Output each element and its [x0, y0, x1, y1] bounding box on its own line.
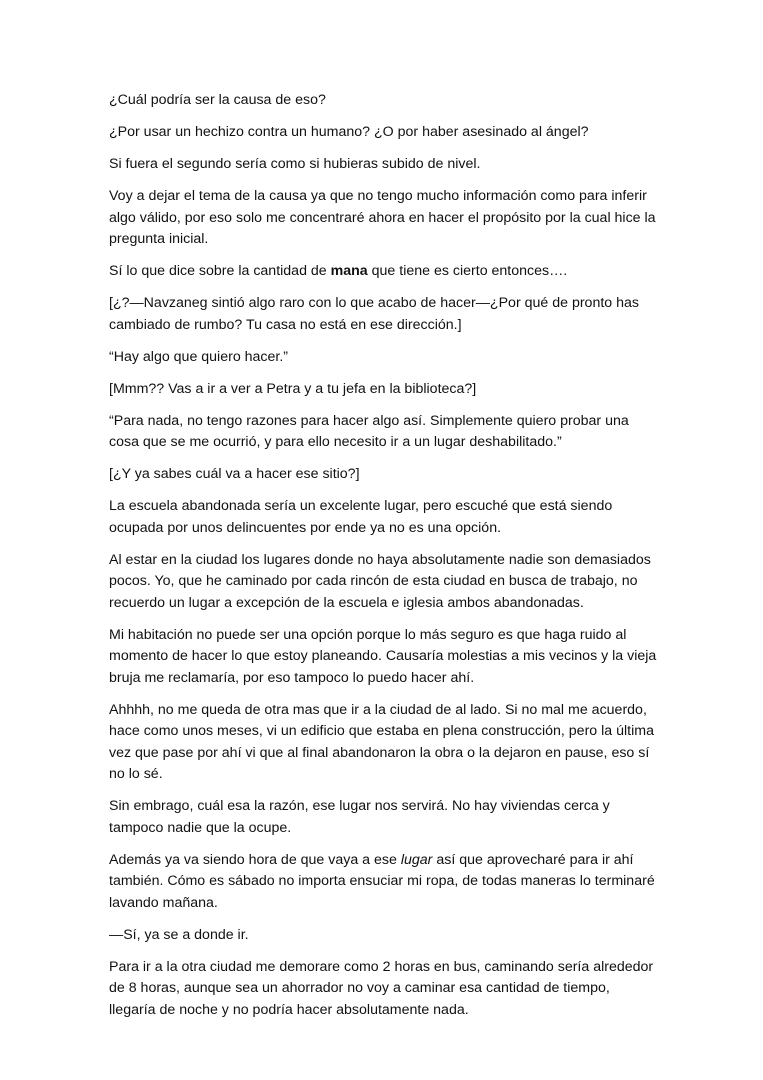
- paragraph: “Para nada, no tengo razones para hacer algo así. Simplemente quiero probar una cosa que se me ocurrió, y para ello necesito ir a un lugar deshabilitado.”: [109, 412, 629, 450]
- paragraph: Voy a dejar el tema de la causa ya que no tengo mucho información como para inferir algo válido, por eso solo me concentraré ahora en hacer el propósito por la cual hice la pregunta inicial.: [109, 188, 656, 247]
- paragraph: [109, 261, 659, 283]
- paragraph: Ahhhh, no me queda de otra mas que ir a la ciudad de al lado. Si no mal me acuerdo, hace como unos meses, vi un edificio que estaba en plena construcción, pero la última vez que pase por ahí vi que al final abandonaron la obra o la dejaron en pause, eso sí no lo sé.: [109, 701, 654, 782]
- document-body: [109, 90, 659, 1032]
- paragraph-text: Sí lo que dice sobre la cantidad de: [109, 263, 331, 279]
- paragraph-text: que tiene es cierto entonces….: [367, 263, 568, 279]
- paragraph: [Mmm?? Vas a ir a ver a Petra y a tu jefa en la biblioteca?]: [109, 380, 477, 397]
- paragraph: Para ir a la otra ciudad me demorare como 2 horas en bus, caminando sería alrededor de 8 horas, aunque sea un ahorrador no voy a caminar esa cantidad de tiempo, llegaría de noche y no podría hacer absolutamente nada.: [109, 958, 654, 1018]
- paragraph: La escuela abandonada sería un excelente lugar, pero escuché que está siendo ocupada por unos delincuentes por ende ya no es una opción.: [109, 498, 613, 536]
- paragraph-text: Además ya va siendo hora de que vaya a ese: [109, 851, 401, 868]
- paragraph: ¿Cuál podría ser la causa de eso?: [109, 92, 326, 108]
- paragraph: Al estar en la ciudad los lugares donde no haya absolutamente nadie son demasiados pocos. Yo, que he caminado por cada rincón de esta ciudad en busca de trabajo, no recuerdo un lugar a excepción de la escuela e iglesia ambos abandonadas.: [109, 551, 651, 611]
- paragraph: Sin embrago, cuál esa la razón, ese lugar nos servirá. No hay viviendas cerca y tampoco nadie que la ocupe.: [109, 798, 610, 836]
- paragraph: ¿Por usar un hechizo contra un humano? ¿O por haber asesinado al ángel?: [109, 124, 589, 140]
- paragraph: [109, 850, 659, 915]
- paragraph: “Hay algo que quiero hacer.”: [109, 348, 289, 365]
- paragraph: —Sí, ya se a donde ir.: [109, 926, 249, 943]
- bold-term: mana: [330, 263, 368, 279]
- italic-term: lugar: [400, 851, 433, 868]
- paragraph: [¿?—Navzaneg sintió algo raro con lo que acabo de hacer—¿Por qué de pronto has cambiado de rumbo? Tu casa no está en ese dirección.]: [109, 295, 639, 333]
- paragraph-text: así que aprovecharé para ir ahí también. Cómo es sábado no importa ensuciar mi ropa, de todas maneras lo terminaré lavando mañana.: [109, 851, 655, 911]
- paragraph: Si fuera el segundo sería como si hubieras subido de nivel.: [109, 156, 481, 172]
- paragraph: [¿Y ya sabes cuál va a hacer ese sitio?]: [109, 466, 360, 482]
- paragraph: Mi habitación no puede ser una opción porque lo más seguro es que haga ruido al momento de hacer lo que estoy planeando. Causaría molestias a mis vecinos y la vieja bruja me reclamaría, por eso tampoco lo puedo hacer ahí.: [109, 626, 657, 686]
